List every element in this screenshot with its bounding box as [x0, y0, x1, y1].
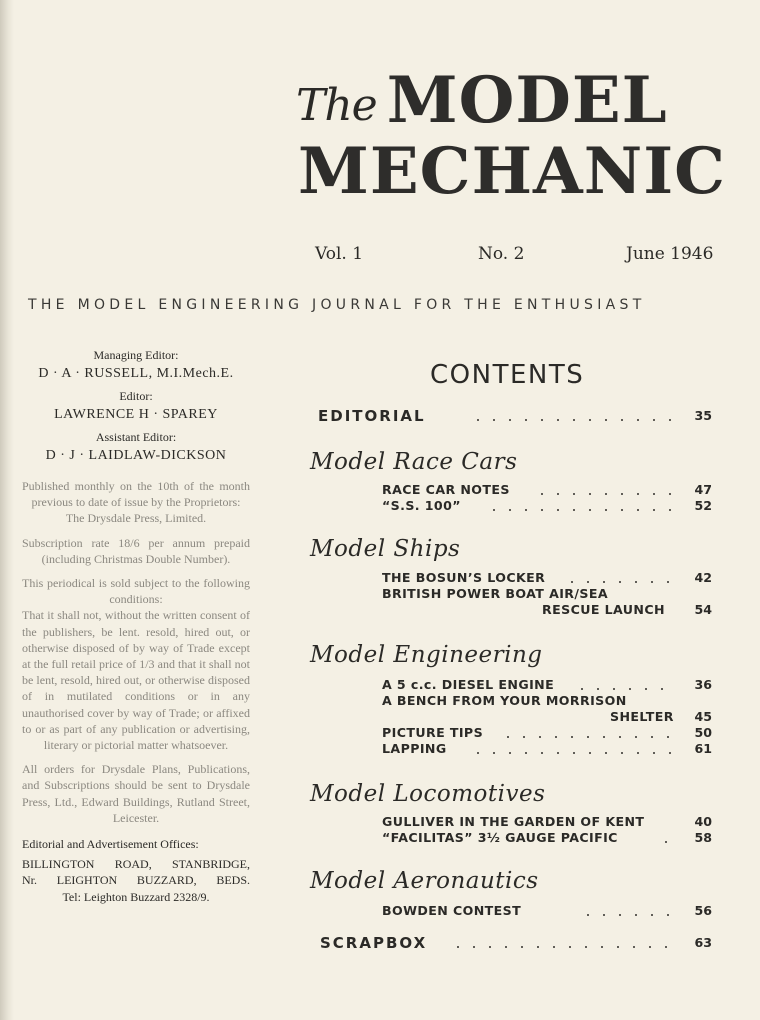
- proprietor: The Drysdale Press, Limited.: [65, 511, 207, 526]
- conditions-intro: This periodical is sold subject to the following conditions:: [22, 576, 250, 607]
- managing-editor-label: Managing Editor:: [93, 348, 179, 362]
- masthead-first-line: [296, 63, 668, 138]
- tagline: THE MODEL ENGINEERING JOURNAL FOR THE ENTHUSIAST: [28, 297, 646, 313]
- dot-leader: [470, 408, 674, 424]
- entry-title: EDITORIAL: [318, 407, 426, 425]
- entry-title: BOWDEN CONTEST: [382, 903, 522, 918]
- masthead-info-column: [22, 347, 250, 905]
- contents-title: CONTENTS: [430, 360, 585, 390]
- dot-leader: [658, 830, 674, 846]
- entry-title: RACE CAR NOTES: [382, 482, 510, 497]
- entry-title: GULLIVER IN THE GARDEN OF KENT: [382, 814, 645, 829]
- published-text: Published monthly on the 10th of the month previous to date of issue by the Proprietors:: [22, 479, 250, 510]
- entry-title: PICTURE TIPS: [382, 725, 484, 740]
- section-heading: Model Engineering: [310, 642, 543, 668]
- dot-leader: [574, 677, 674, 693]
- section-heading: Model Ships: [310, 536, 461, 562]
- dot-leader: [580, 903, 674, 919]
- entry-page: 42: [694, 570, 712, 585]
- entry-title: SCRAPBOX: [320, 934, 428, 952]
- entry-title-continued: SHELTER: [610, 709, 674, 724]
- section-heading: Model Race Cars: [310, 449, 518, 475]
- entry-page: 61: [694, 741, 712, 756]
- subscription-text: Subscription rate 18/6 per annum prepaid (including Christmas Double Number).: [22, 535, 250, 566]
- dot-leader: [450, 935, 674, 951]
- entry-page: 50: [694, 725, 712, 740]
- address-line-2: Nr. LEIGHTON BUZZARD, BEDS.: [22, 873, 250, 888]
- entry-page: 36: [694, 677, 712, 692]
- entry-page: 35: [694, 408, 712, 423]
- entry-title: BRITISH POWER BOAT AIR/SEA: [382, 586, 609, 601]
- volume: Vol. 1: [315, 244, 364, 264]
- entry-title: “FACILITAS” 3½ GAUGE PACIFIC: [382, 830, 618, 845]
- entry-page: 40: [694, 814, 712, 829]
- dot-leader: [534, 482, 674, 498]
- entry-title: THE BOSUN’S LOCKER: [382, 570, 546, 585]
- issue-date: June 1946: [626, 244, 714, 264]
- orders-text: All orders for Drysdale Plans, Publications, and Subscriptions should be sent to Drysdale Press, Ltd., Edward Buildings, Rutland Street, Leicester.: [22, 762, 250, 825]
- dot-leader: [564, 570, 674, 586]
- editor: LAWRENCE H · SPAREY: [54, 407, 218, 422]
- assistant-editor-label: Assistant Editor:: [95, 430, 177, 444]
- dot-leader: [486, 498, 674, 514]
- issue-number: No. 2: [478, 244, 525, 264]
- managing-editor: D · A · RUSSELL, M.I.Mech.E.: [38, 366, 234, 381]
- entry-page: 58: [694, 830, 712, 845]
- conditions-text: That it shall not, without the written consent of the publishers, be lent. resold, hired out, or otherwise disposed of by way of Trade except at the full retail price of 1/3 and that it shall not be lent, resold, hired out, or otherwise disposed of in mutilated conditions or in any unauthorised cover by way of Trade; or affixed to or as part of any publication or advertising, literary or pictorial matter whatsoever.: [22, 608, 250, 753]
- section-heading: Model Locomotives: [310, 781, 546, 807]
- address-line-1: BILLINGTON ROAD, STANBRIDGE,: [22, 856, 250, 871]
- entry-page: 63: [694, 935, 712, 950]
- entry-page: 54: [694, 602, 712, 617]
- entry-title: A 5 c.c. DIESEL ENGINE: [382, 677, 555, 692]
- binding-shadow: [0, 0, 14, 1020]
- entry-page: 52: [694, 498, 712, 513]
- entry-page: 56: [694, 903, 712, 918]
- entry-page: 45: [694, 709, 712, 724]
- dot-leader: [500, 725, 674, 741]
- dot-leader: [470, 741, 674, 757]
- entry-page: 47: [694, 482, 712, 497]
- masthead-the: The: [296, 80, 377, 131]
- assistant-editor: D · J · LAIDLAW-DICKSON: [45, 448, 227, 463]
- section-heading: Model Aeronautics: [310, 868, 539, 894]
- entry-title: LAPPING: [382, 741, 447, 756]
- masthead-mechanic: MECHANIC: [298, 134, 727, 209]
- entry-title: “S.S. 100”: [382, 498, 461, 513]
- masthead-model: MODEL: [386, 63, 668, 138]
- editor-label: Editor:: [119, 389, 153, 403]
- offices-label: Editorial and Advertisement Offices:: [22, 837, 199, 852]
- entry-title: A BENCH FROM YOUR MORRISON: [382, 693, 627, 708]
- entry-title-continued: RESCUE LAUNCH: [542, 602, 665, 617]
- telephone: Tel: Leighton Buzzard 2328/9.: [62, 889, 210, 904]
